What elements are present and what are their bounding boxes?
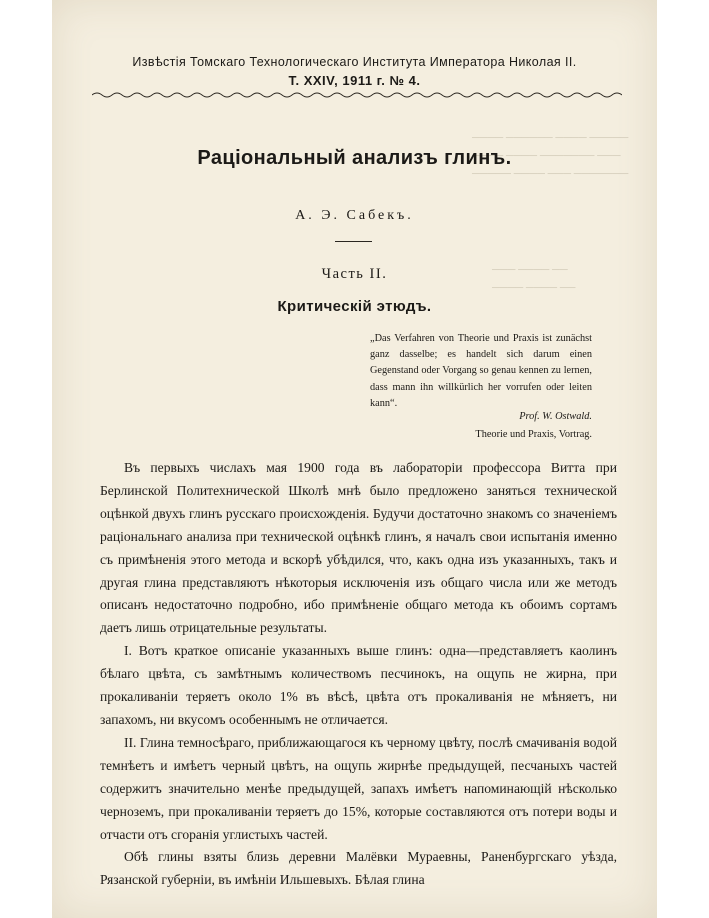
journal-volume: Т. XXIV, 1911 г. № 4. xyxy=(288,73,421,88)
paragraph-clay-1: I. Вотъ краткое описаніе указанныхъ выше глинъ: одна—представляетъ каолинъ бѣлаго цвѣта, съ замѣтнымъ количествомъ песчинокъ, на ощупь не жирна, при прокаливаніи теряетъ около 1% въ вѣсѣ, цвѣта отъ прокаливанія не мѣняетъ, ни запахомъ, ни вкусомъ особеннымъ не отличается. xyxy=(100,643,617,727)
epigraph-source: Theorie und Praxis, Vortrag. xyxy=(475,429,592,440)
epigraph-author: Prof. W. Ostwald. xyxy=(519,411,592,422)
bleed-through-text: ──── ──── ─────── ─── xyxy=(472,150,621,162)
bleed-through-text: ──── ────── ──── ───── xyxy=(472,132,629,144)
paragraph-intro: Въ первыхъ числахъ мая 1900 года въ лабораторіи профессора Витта при Берлинской Политехнической Школѣ мнѣ было предложено заняться технической оцѣнкой двухъ глинъ русскаго происхожденія. Будучи достаточно знакомъ со значеніемъ раціональнаго анализа при технической оцѣнкѣ глинъ, я началъ свои испытанія именно съ примѣненія этого метода и вскорѣ убѣдился, что, какъ одна изъ указанныхъ, такъ и другая глина представляютъ нѣкоторыя исключенія изъ общаго числа или же методъ описанъ недостаточно подробно, ибо примѣненіе общаго метода къ обоимъ сортамъ даетъ лишь отрицательные результаты. xyxy=(100,460,617,636)
article-body xyxy=(100,457,617,892)
epigraph-quote: „Das Verfahren von Theorie und Praxis ist zunächst ganz dasselbe; es handelt sich darum einen Gegenstand oder Vorgang so genau kennen zu lernen, dass mann ihn willkürlich her vorrufen oder leiten kann“. xyxy=(370,333,592,409)
article-author: А. Э. Сабекъ. xyxy=(295,208,414,223)
decorative-wavy-rule xyxy=(92,90,622,100)
bleed-through-text: ─── ──── ── xyxy=(492,264,568,276)
article-subtitle: Критическій этюдъ. xyxy=(277,298,432,315)
part-heading: Часть II. xyxy=(321,266,388,282)
separator-rule xyxy=(335,241,372,242)
article-title: Раціональный анализъ глинъ. xyxy=(197,147,512,169)
journal-header: Извѣстія Томскаго Технологическаго Института Императора Николая II. xyxy=(132,55,577,69)
bleed-through-text: ───── ──── ─── ─────── xyxy=(472,168,629,180)
paragraph-origin: Обѣ глины взяты близь деревни Малёвки Мураевны, Раненбургскаго уѣзда, Рязанской губерніи, въ имѣніи Ильшевыхъ. Бѣлая глина xyxy=(100,849,617,888)
bleed-through-text: ──── ──── ── xyxy=(492,282,576,294)
paragraph-clay-2: II. Глина темносѣраго, приближающагося къ черному цвѣту, послѣ смачиванія водой темнѣетъ и имѣетъ черный цвѣтъ, на ощупь жирнѣе предыдущей, песчаныхъ частей содержитъ значительно менѣе предыдущей, запахъ имѣетъ напоминающій нѣсколько черноземъ, при прокаливаніи теряетъ до 15%, которые составляются отъ потери воды и отчасти отъ сгоранія углистыхъ частей. xyxy=(100,734,617,842)
document-page xyxy=(52,0,657,918)
